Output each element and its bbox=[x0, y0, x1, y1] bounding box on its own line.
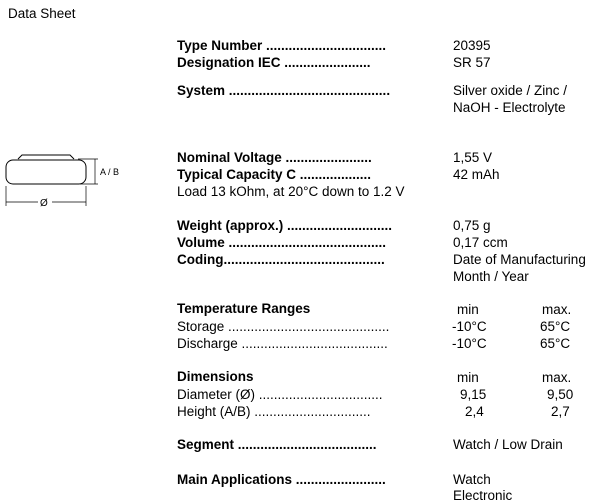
temperature-max-header: max. bbox=[542, 302, 572, 317]
system-value-line2: NaOH - Electrolyte bbox=[453, 100, 566, 115]
diameter-label: Ø bbox=[40, 198, 48, 209]
storage-min: -10°C bbox=[452, 319, 487, 334]
height-row bbox=[177, 404, 371, 420]
height-min: 2,4 bbox=[465, 404, 484, 419]
volume-row bbox=[177, 235, 386, 251]
nominal-voltage-leader: ....................... bbox=[281, 150, 372, 165]
coding-value-line1: Date of Manufacturing bbox=[453, 252, 586, 267]
type-number-value: 20395 bbox=[453, 38, 491, 53]
type-number-row bbox=[177, 38, 386, 54]
discharge-min: -10°C bbox=[452, 336, 487, 351]
main-applications-leader: ........................ bbox=[292, 472, 386, 487]
diameter-row bbox=[177, 387, 383, 403]
coding-value-line2: Month / Year bbox=[453, 269, 529, 284]
diameter-row-label: Diameter (Ø) bbox=[177, 387, 256, 402]
type-number-label: Type Number bbox=[177, 38, 263, 53]
type-number-leader: ................................ bbox=[262, 38, 387, 53]
main-applications-row bbox=[177, 472, 386, 488]
nominal-voltage-value: 1,55 V bbox=[453, 150, 493, 165]
storage-label: Storage bbox=[177, 319, 225, 334]
diameter-max: 9,50 bbox=[547, 387, 574, 402]
diameter-leader: ................................. bbox=[255, 387, 383, 402]
system-leader: ........................................... bbox=[225, 83, 391, 98]
designation-row bbox=[177, 55, 371, 71]
storage-row bbox=[177, 319, 389, 335]
load-note: Load 13 kOhm, at 20°C down to 1.2 V bbox=[177, 184, 405, 199]
typical-capacity-value: 42 mAh bbox=[453, 167, 500, 182]
volume-value: 0,17 ccm bbox=[453, 235, 508, 250]
temperature-min-header: min bbox=[457, 302, 479, 317]
volume-label: Volume bbox=[177, 235, 225, 250]
storage-leader: ........................................... bbox=[224, 319, 390, 334]
main-applications-value-line1: Watch bbox=[453, 472, 491, 487]
battery-cell-drawing bbox=[0, 150, 130, 210]
system-row bbox=[177, 83, 390, 99]
segment-value: Watch / Low Drain bbox=[453, 437, 563, 452]
designation-leader: ....................... bbox=[280, 55, 371, 70]
segment-row bbox=[177, 437, 377, 453]
main-applications-label: Main Applications bbox=[177, 472, 293, 487]
discharge-leader: ....................................... bbox=[237, 336, 388, 351]
weight-row bbox=[177, 218, 392, 234]
coding-leader: ........................................... bbox=[223, 252, 385, 267]
typical-capacity-leader: ................... bbox=[296, 167, 372, 182]
typical-capacity-row bbox=[177, 167, 371, 183]
height-leader: ............................... bbox=[250, 404, 371, 419]
segment-label: Segment bbox=[177, 437, 235, 452]
temperature-heading: Temperature Ranges bbox=[177, 301, 311, 316]
weight-value: 0,75 g bbox=[453, 218, 491, 233]
coding-label: Coding bbox=[177, 252, 224, 267]
nominal-voltage-label: Nominal Voltage bbox=[177, 150, 282, 165]
dimensions-heading: Dimensions bbox=[177, 369, 254, 384]
weight-leader: ............................ bbox=[283, 218, 393, 233]
discharge-max: 65°C bbox=[540, 336, 571, 351]
typical-capacity-label: Typical Capacity C bbox=[177, 167, 297, 182]
coding-row bbox=[177, 252, 385, 268]
page-title: Data Sheet bbox=[8, 6, 76, 21]
height-max: 2,7 bbox=[551, 404, 570, 419]
system-label: System bbox=[177, 83, 226, 98]
dimensions-max-header: max. bbox=[542, 370, 572, 385]
segment-leader: ..................................... bbox=[234, 437, 377, 452]
storage-max: 65°C bbox=[540, 319, 571, 334]
height-row-label: Height (A/B) bbox=[177, 404, 251, 419]
discharge-label: Discharge bbox=[177, 336, 238, 351]
volume-leader: .......................................... bbox=[224, 235, 387, 250]
designation-label: Designation IEC bbox=[177, 55, 281, 70]
weight-label: Weight (approx.) bbox=[177, 218, 284, 233]
nominal-voltage-row bbox=[177, 150, 372, 166]
height-label: A / B bbox=[100, 167, 120, 177]
dimensions-min-header: min bbox=[457, 370, 479, 385]
system-value-line1: Silver oxide / Zinc / bbox=[453, 83, 568, 98]
designation-value: SR 57 bbox=[453, 55, 491, 70]
diameter-min: 9,15 bbox=[460, 387, 487, 402]
main-applications-value-line2: Electronic bbox=[453, 488, 513, 503]
discharge-row bbox=[177, 336, 388, 352]
